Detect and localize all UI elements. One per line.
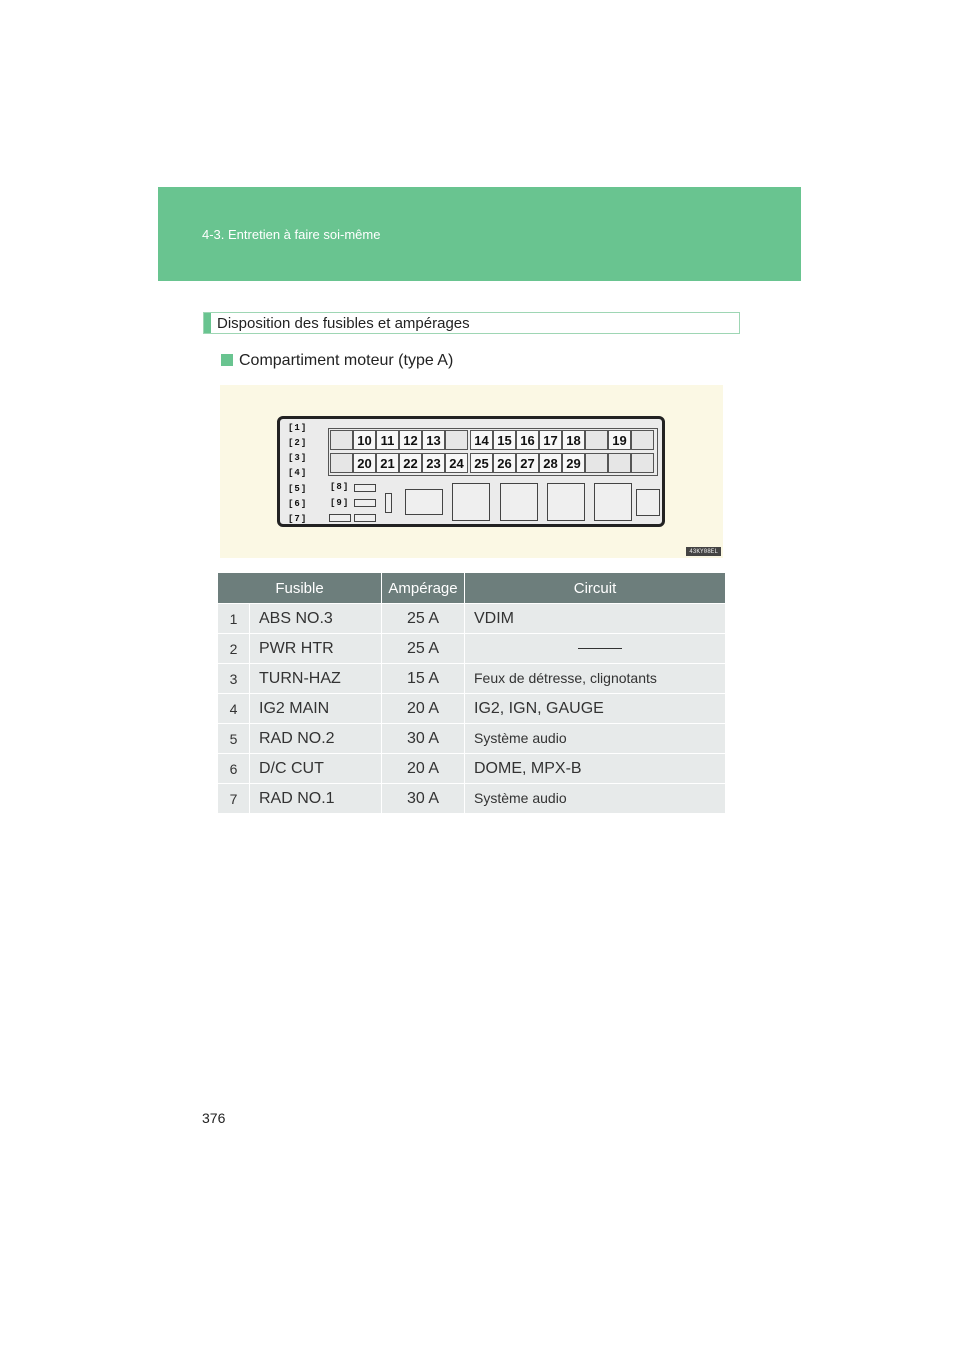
relay-slot — [547, 483, 585, 521]
header-circuit: Circuit — [465, 573, 726, 604]
fuse-label: [3] — [288, 453, 308, 463]
fuse-cell — [585, 430, 608, 450]
table-row — [218, 754, 725, 784]
fuse-slot — [385, 493, 392, 513]
fuse-number: 2 — [218, 634, 250, 664]
fuse-name: D/C CUT — [250, 754, 382, 784]
fuse-cell: 26 — [493, 453, 516, 473]
fuse-cell — [330, 430, 353, 450]
fuse-cell: 23 — [422, 453, 445, 473]
fuse-circuit: DOME, MPX-B — [465, 754, 726, 784]
fuse-cell: 16 — [516, 430, 539, 450]
fuse-amperage: 20 A — [382, 694, 465, 724]
fuse-cell — [585, 453, 608, 473]
square-bullet-icon — [221, 354, 233, 366]
subheading-text: Compartiment moteur (type A) — [239, 352, 454, 369]
fuse-amperage: 15 A — [382, 664, 465, 694]
fuse-circuit: Feux de détresse, clignotants — [465, 664, 726, 694]
fuse-name: ABS NO.3 — [250, 604, 382, 634]
fuse-cell: 25 — [470, 453, 493, 473]
fuse-circuit: VDIM — [465, 604, 726, 634]
fuse-slot — [354, 484, 376, 492]
fuse-slot — [354, 514, 376, 522]
table-row — [218, 724, 725, 754]
fuse-cell: 28 — [539, 453, 562, 473]
fuse-cell: 10 — [353, 430, 376, 450]
fuse-label: [8] — [330, 482, 350, 492]
fuse-label: [6] — [288, 499, 308, 509]
table-row — [218, 694, 725, 724]
fuse-label: [2] — [288, 438, 308, 448]
fuse-label: [7] — [288, 514, 308, 524]
fuse-number: 5 — [218, 724, 250, 754]
table-header-row — [218, 573, 725, 604]
fuse-amperage: 25 A — [382, 634, 465, 664]
fuse-slot — [354, 499, 376, 507]
fuse-name: RAD NO.1 — [250, 784, 382, 814]
fuse-cell: 13 — [422, 430, 445, 450]
fuse-name: PWR HTR — [250, 634, 382, 664]
title-accent-bar — [204, 313, 211, 333]
fuse-amperage: 20 A — [382, 754, 465, 784]
relay-slot — [452, 483, 490, 521]
no-circuit-dash — [578, 648, 622, 649]
fuse-cell — [631, 430, 654, 450]
fuse-label: [4] — [288, 468, 308, 478]
fuse-cell: 17 — [539, 430, 562, 450]
fuse-amperage: 25 A — [382, 604, 465, 634]
figure-code: 43KY08EL — [686, 547, 721, 556]
fuse-box-diagram — [220, 385, 723, 558]
fuse-cell: 22 — [399, 453, 422, 473]
relay-slot — [405, 489, 443, 515]
fuse-number: 7 — [218, 784, 250, 814]
table-row — [218, 664, 725, 694]
table-row — [218, 604, 725, 634]
fuse-label: [1] — [288, 423, 308, 433]
fuse-number: 1 — [218, 604, 250, 634]
fuse-slot — [329, 514, 351, 522]
fuse-cell: 18 — [562, 430, 585, 450]
fuse-cell: 15 — [493, 430, 516, 450]
fuse-cell: 12 — [399, 430, 422, 450]
header-band — [158, 187, 801, 281]
relay-slot — [594, 483, 632, 521]
relay-slot — [636, 489, 660, 516]
fuse-circuit: IG2, IGN, GAUGE — [465, 694, 726, 724]
header-amperage: Ampérage — [382, 573, 465, 604]
fuse-name: IG2 MAIN — [250, 694, 382, 724]
fuse-number: 6 — [218, 754, 250, 784]
fuse-amperage: 30 A — [382, 784, 465, 814]
fuse-cell: 14 — [470, 430, 493, 450]
fuse-circuit: Système audio — [465, 784, 726, 814]
fuse-cell — [608, 453, 631, 473]
fuse-circuit: Système audio — [465, 724, 726, 754]
fuse-cell: 29 — [562, 453, 585, 473]
header-fusible: Fusible — [218, 573, 382, 604]
section-title: 4-3. Entretien à faire soi-même — [202, 227, 381, 242]
fuse-label: [5] — [288, 484, 308, 494]
title-box — [203, 312, 740, 334]
fuse-cell: 20 — [353, 453, 376, 473]
fuse-cell: 21 — [376, 453, 399, 473]
fuse-cell — [330, 453, 353, 473]
fuse-number: 4 — [218, 694, 250, 724]
table-row — [218, 784, 725, 814]
fuse-cell: 24 — [445, 453, 468, 473]
fuse-cell: 11 — [376, 430, 399, 450]
fuse-circuit — [465, 634, 726, 664]
relay-slot — [500, 483, 538, 521]
fuse-cell: 27 — [516, 453, 539, 473]
fuse-table — [218, 573, 725, 813]
fuse-cell — [445, 430, 468, 450]
fuse-cell — [631, 453, 654, 473]
fuse-cell: 19 — [608, 430, 631, 450]
fuse-label: [9] — [330, 498, 350, 508]
fuse-name: RAD NO.2 — [250, 724, 382, 754]
fuse-box-outline — [277, 416, 665, 527]
page-number: 376 — [202, 1110, 226, 1126]
fuse-name: TURN-HAZ — [250, 664, 382, 694]
page-title: Disposition des fusibles et ampérages — [217, 315, 470, 332]
fuse-amperage: 30 A — [382, 724, 465, 754]
table-row — [218, 634, 725, 664]
fuse-number: 3 — [218, 664, 250, 694]
subheading — [221, 352, 453, 370]
